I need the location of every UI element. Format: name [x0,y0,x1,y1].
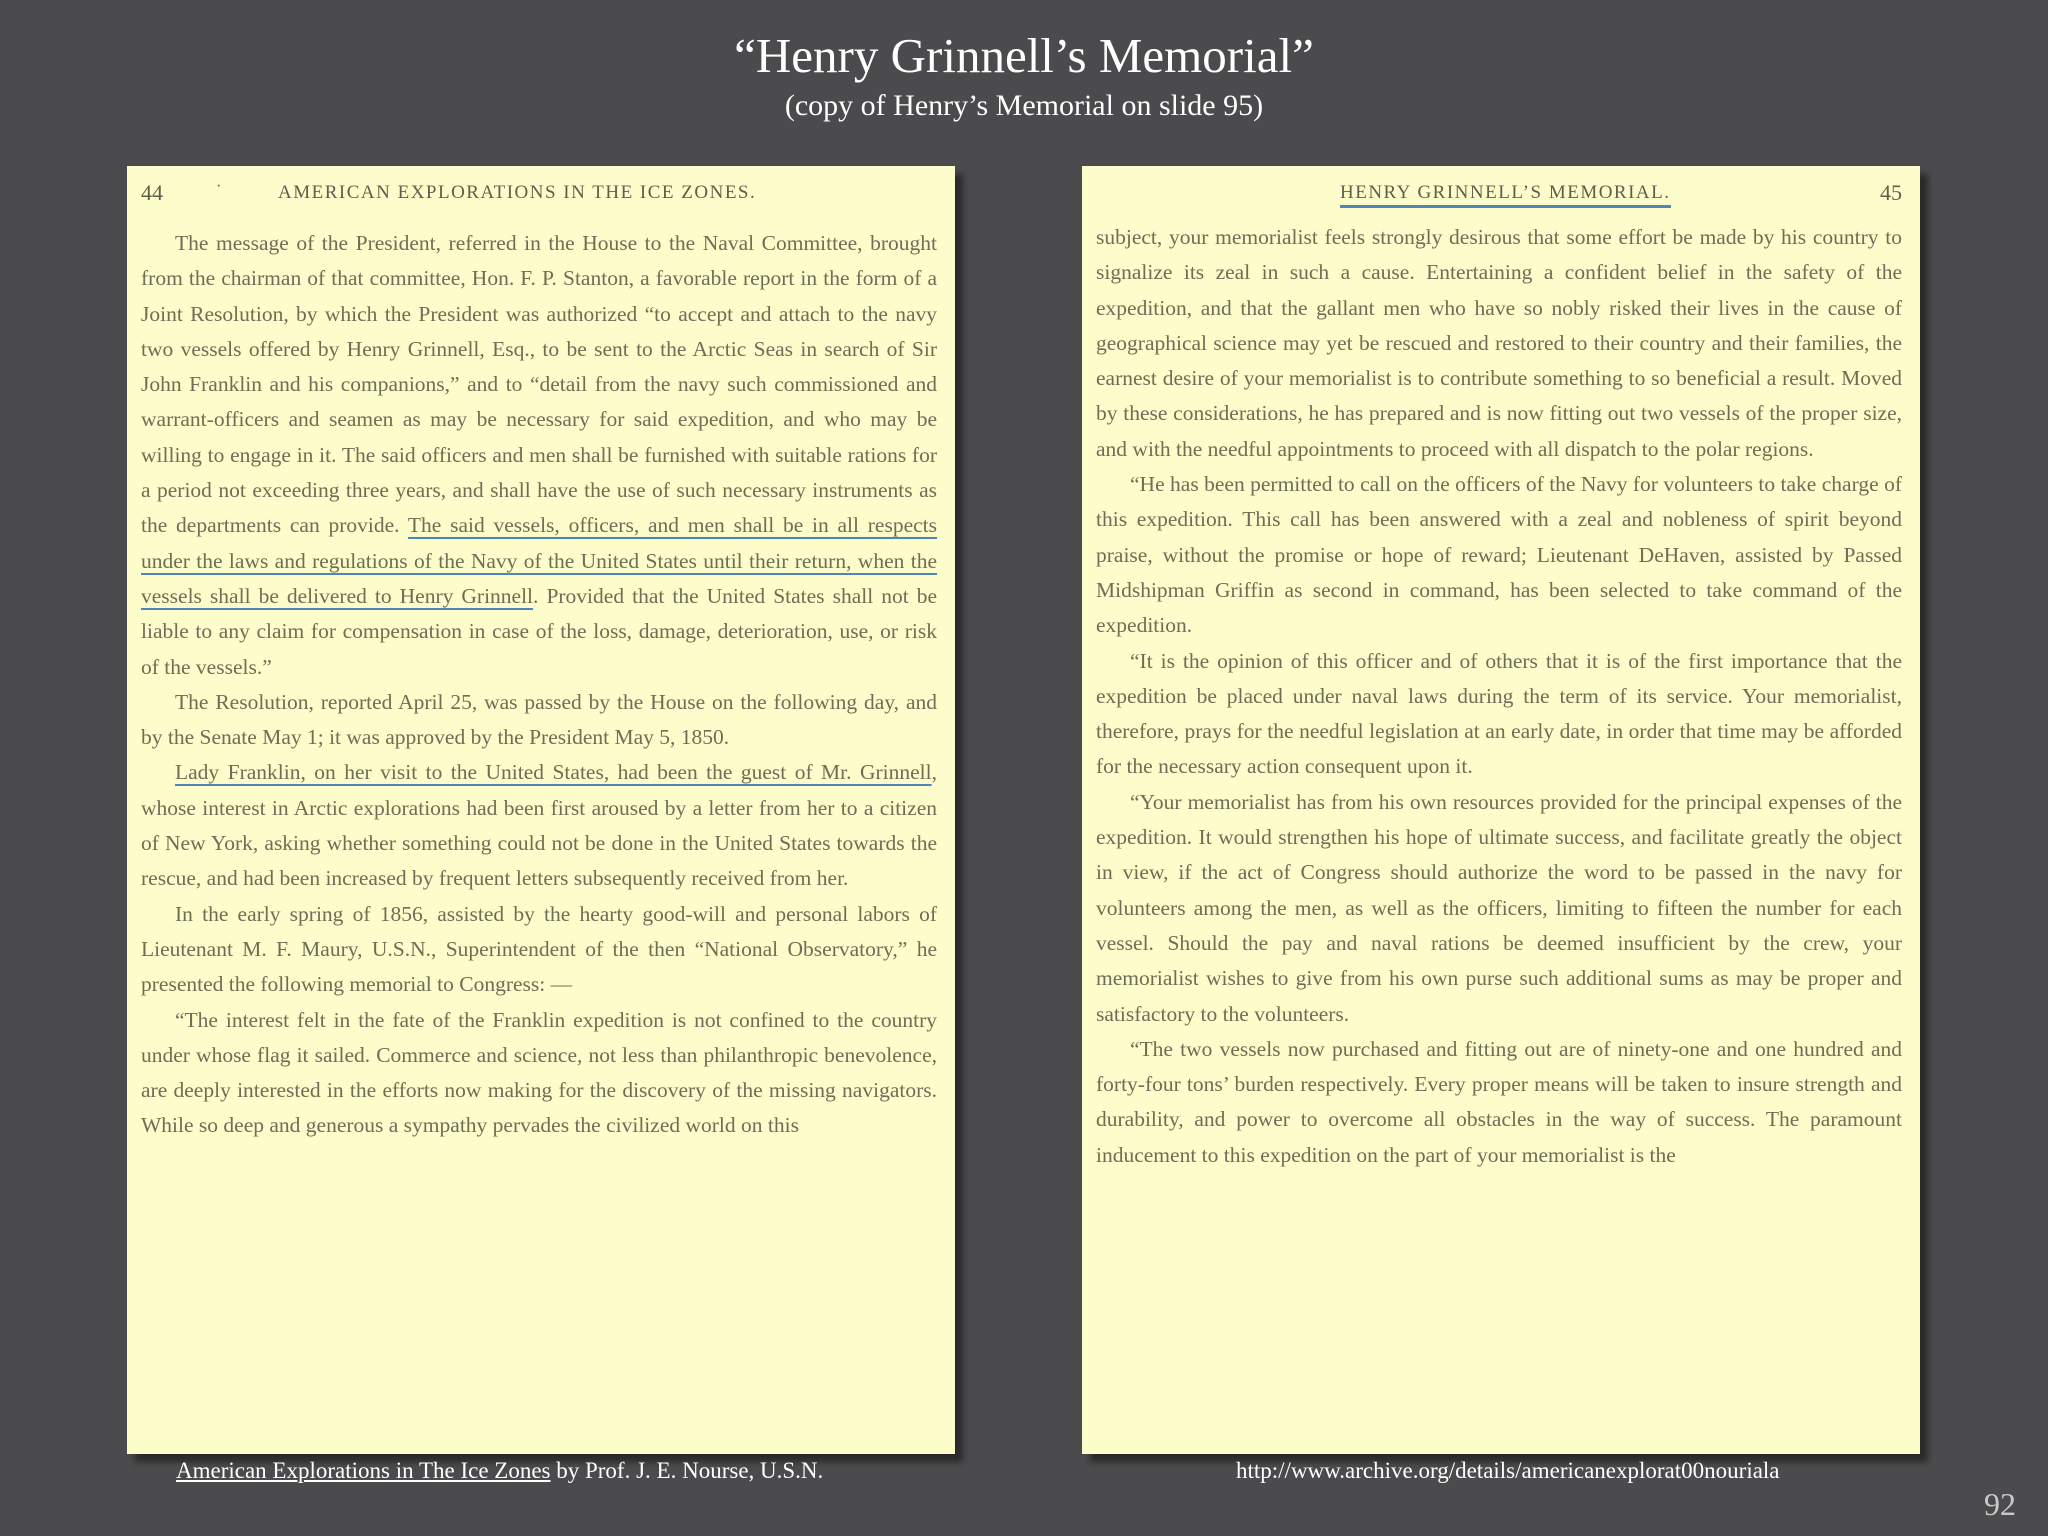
text-run: , whose interest in Arctic explorations had been first aroused by a letter from her to a citizen of New York, asking whether something could not be done in the United States towards the rescue, and had been increased by frequent letters subsequently received from her. [141,760,937,891]
paragraph: “Your memorialist has from his own resources provided for the principal expenses of the expedition. It would strengthen his hope of ultimate success, and facilitate greatly the object in view, if the act of Congress should authorize the word to be passed in the navy for volunteers among the men, as well as the officers, limiting to fifteen the number for each vessel. Should the pay and naval rations be deemed insufficient by the crew, your memorialist wishes to give from his own purse such additional sums as may be proper and satisfactory to the volunteers. [1096,789,1902,1026]
book-citation [176,1456,823,1486]
right-book-page [1082,166,1920,1454]
left-book-page [127,166,955,1454]
text-run: . Provided that the United States shall not be liable to any claim for compensation in case of the loss, damage, deterioration, use, or risk of the vessels.” [141,583,937,679]
left-running-head-text: AMERICAN EXPLORATIONS IN THE ICE ZONES. [278,182,757,203]
paragraph: “The two vessels now purchased and fitting out are of ninety-one and one hundred and forty-four tons’ burden respectively. Every proper means will be taken to insure strength and durability, and power to overcome all obstacles in the way of success. The paramount inducement to this expedition on the part of your memorialist is the [1096,1036,1902,1167]
underlined-passage: The said vessels, officers, and men shall be in all respects under the laws and regulations of the Navy of the United States until their return, when the vessels shall be delivered to Henry Grinnell [141,513,938,608]
scan-mark: · [216,178,223,195]
slide-title: “Henry Grinnell’s Memorial” [734,28,1314,83]
paragraph: “It is the opinion of this officer and of others that it is of the first importance that the expedition be placed under naval laws during the term of its service. Your memorialist, therefore, prays for the needful legislation at an early date, in order that time may be afforded for the necessary action consequent upon it. [1096,648,1902,779]
paragraph [141,226,937,685]
paragraph: “He has been permitted to call on the officers of the Navy for volunteers to take charge of this expedition. This call has been answered with a zeal and nobleness of spirit beyond praise, without the promise or hope of reward; Lieutenant DeHaven, assisted by Passed Midshipman Griffin as second in command, has been selected to take command of the expedition. [1096,472,1902,638]
right-page-number: 45 [1880,180,1902,205]
slide-number: 92 [1984,1486,2016,1522]
paragraph: The Resolution, reported April 25, was passed by the House on the following day, and by the Senate May 1; it was approved by the President May 5, 1850. [141,689,937,750]
text-run: The message of the President, referred in the House to the Naval Committee, brought from the chairman of that committee, Hon. F. P. Stanton, a favorable report in the form of a Joint Resolution, by which the President was authorized “to accept and attach to the navy two vessels offered by Henry Grinnell, Esq., to be sent to the Arctic Seas in search of Sir John Franklin and his companions,” and to “detail from the navy such commissioned and warrant-officers and seamen as may be necessary for said expedition, and who may be willing to engage in it. The said officers and men shall be furnished with suitable rations for a period not exceeding three years, and shall have the use of such necessary instruments as the departments can provide. [141,231,937,538]
paragraph: subject, your memorialist feels strongly desirous that some effort be made by his country to signalize its zeal in such a cause. Entertaining a confident belief in the safety of the expedition, and that the gallant men who have so nobly risked their lives in the cause of geographical science may yet be rescued and restored to their country and their families, the earnest desire of your memorialist is to contribute something to so beneficial a result. Moved by these considerations, he has prepared and is now fitting out two vessels of the proper size, and with the needful appointments to proceed with all dispatch to the polar regions. [1096,225,1902,461]
right-running-head-text: HENRY GRINNELL’S MEMORIAL. [1340,182,1671,208]
left-page-body [141,226,937,1144]
paragraph [141,755,937,896]
right-page-body [1096,220,1902,1173]
left-running-head [141,180,937,210]
left-page-number: 44 [141,180,163,205]
paragraph: In the early spring of 1856, assisted by the hearty good-will and personal labors of Lieutenant M. F. Maury, U.S.N., Superintendent of the then “National Observatory,” he presented the following memorial to Congress: — [141,901,937,997]
paragraph: “The interest felt in the fate of the Franklin expedition is not confined to the country under whose flag it sailed. Commerce and science, not less than philanthropic benevolence, are deeply interested in the efforts now making for the discovery of the missing navigators. While so deep and generous a sympathy pervades the civilized world on this [141,1007,937,1138]
underlined-passage: Lady Franklin, on her visit to the United States, had been the guest of Mr. Grinnell [175,760,932,785]
book-author: by Prof. J. E. Nourse, U.S.N. [550,1458,824,1483]
book-title-link[interactable]: American Explorations in The Ice Zones [176,1458,551,1483]
slide-subtitle: (copy of Henry’s Memorial on slide 95) [784,89,1264,122]
right-running-head [1096,180,1902,210]
source-url[interactable]: http://www.archive.org/details/americanexplorat00nouriala [1236,1458,1780,1483]
